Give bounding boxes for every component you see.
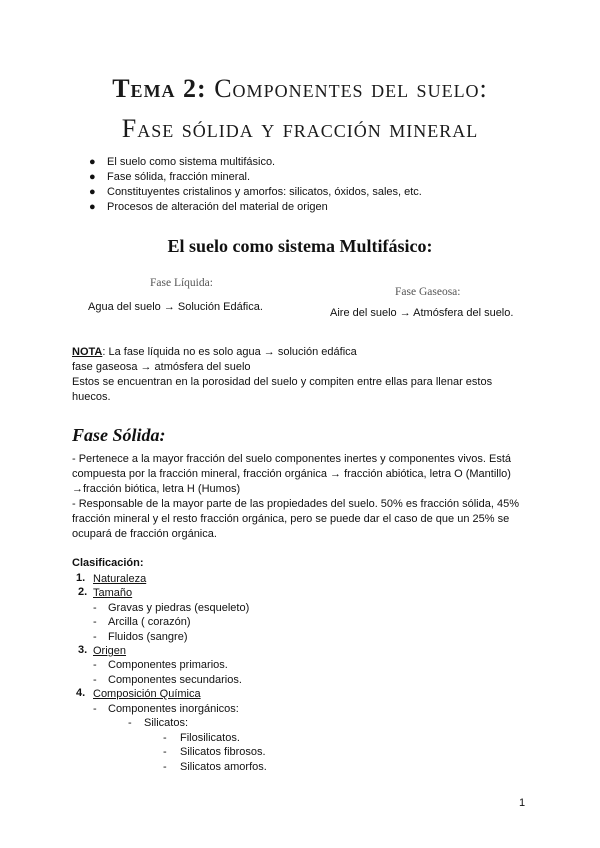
page-title-line1 [0, 74, 600, 104]
topic-list [85, 155, 422, 215]
class-item-origen: Origen [93, 645, 127, 657]
list-item: Silicatos amorfos. [180, 761, 267, 773]
list-item: Fluidos (sangre) [108, 631, 188, 643]
fase-solida-paragraph: - Pertenece a la mayor fracción del suelo componentes inertes y componentes vivos. Está compuesta por la fracción mineral, fracción orgánica → fracción abiótica, letra O (Mantillo) →fracción biótica, letra H (Humos) - Responsable de la mayor parte de las propiedades del suelo. 50% es fracción sólida, 45% fracción mineral y el resto fracción orgánica, pero se puede dar el caso de que un 25% se ocupará de fracción orgánica. [72, 453, 519, 540]
bullet-icon: ● [89, 156, 96, 168]
page-number: 1 [519, 797, 526, 809]
list-item: ● Constituyentes cristalinos y amorfos: silicatos, óxidos, sales, etc. [89, 186, 422, 198]
list-item: Gravas y piedras (esqueleto) [108, 602, 250, 614]
bullet-icon: ● [89, 186, 96, 198]
bullet-icon: ● [89, 201, 96, 213]
gas-phase-label: Fase Gaseosa: [395, 286, 461, 298]
bullet-icon: ● [89, 171, 96, 183]
title-rest: Componentes del suelo: [214, 74, 488, 103]
list-item: Filosilicatos. [180, 732, 240, 744]
class-item-composicion: Composición Química [93, 688, 201, 700]
section-heading-multifasico: El suelo como sistema Multifásico: [167, 236, 433, 256]
page-title-line2: Fase sólida y fracción mineral [121, 114, 479, 143]
list-item: Componentes inorgánicos: [108, 703, 239, 715]
list-item: Silicatos fibrosos. [180, 746, 266, 758]
list-item: ● Procesos de alteración del material de origen [89, 201, 328, 213]
class-item-naturaleza: Naturaleza [93, 573, 147, 585]
title-lead: Tema 2: [112, 74, 207, 103]
list-item: Componentes primarios. [108, 659, 228, 671]
class-item-tamano: Tamaño [93, 587, 133, 599]
list-item: ● El suelo como sistema multifásico. [89, 156, 276, 168]
note-block: NOTA: La fase líquida no es solo agua → solución edáfica fase gaseosa → atmósfera del suelo Estos se encuentran en la porosidad del suelo y compiten entre ellas para llenar estos huecos. [72, 346, 493, 403]
liquid-phase-label: Fase Líquida: [150, 277, 213, 289]
note-label: NOTA [72, 346, 103, 358]
gas-phase-text: Aire del suelo → Atmósfera del suelo. [330, 307, 514, 319]
list-item: ● Fase sólida, fracción mineral. [89, 171, 251, 183]
list-item: Silicatos: [144, 717, 189, 729]
liquid-phase-text: Agua del suelo → Solución Edáfica. [88, 301, 263, 313]
list-item: Arcilla ( corazón) [108, 616, 191, 628]
classification-heading: Clasificación: [72, 557, 144, 569]
list-item: Componentes secundarios. [108, 674, 242, 686]
section-heading-fase-solida: Fase Sólida: [72, 425, 166, 445]
